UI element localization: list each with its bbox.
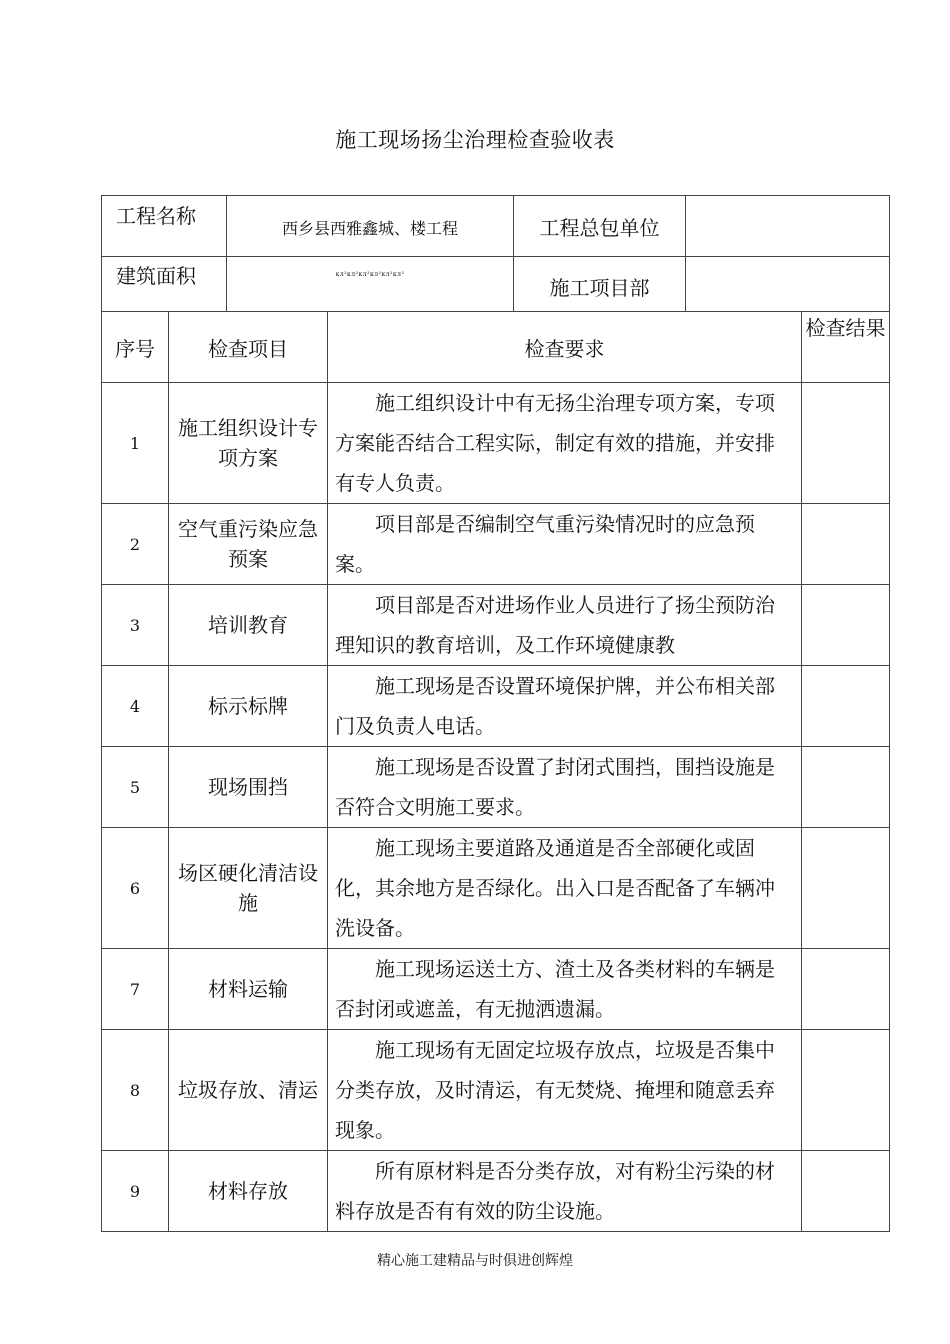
row-item: 培训教育 [169,585,328,666]
header-row-area [102,257,890,312]
table-row [102,383,890,504]
row-requirement: 施工现场主要道路及通道是否全部硬化或固化，其余地方是否绿化。出入口是否配备了车辆冲洗设备。 [328,828,802,949]
row-number: 1 [102,383,169,504]
header-row-project [102,196,890,257]
row-item: 空气重污染应急预案 [169,504,328,585]
table-row [102,666,890,747]
row-number: 2 [102,504,169,585]
row-item: 垃圾存放、清运 [169,1030,328,1151]
table-row [102,949,890,1030]
table-row [102,828,890,949]
row-result [802,828,890,949]
row-result [802,1030,890,1151]
table-row [102,1151,890,1232]
row-requirement: 施工现场运送土方、渣土及各类材料的车辆是否封闭或遮盖，有无抛洒遗漏。 [328,949,802,1030]
area-label: 建筑面积 [102,257,227,312]
row-result [802,383,890,504]
row-number: 5 [102,747,169,828]
row-requirement: 项目部是否对进场作业人员进行了扬尘预防治理知识的教育培训，及工作环境健康教 [328,585,802,666]
row-item: 现场围挡 [169,747,328,828]
row-result [802,949,890,1030]
area-value: кл²кл²кл²кл²кл²кл² [227,257,514,312]
row-requirement: 项目部是否编制空气重污染情况时的应急预案。 [328,504,802,585]
row-requirement: 施工现场有无固定垃圾存放点，垃圾是否集中分类存放，及时清运，有无焚烧、掩埋和随意丢弃现象。 [328,1030,802,1151]
table-row [102,585,890,666]
column-header-row [102,312,890,383]
row-result [802,504,890,585]
row-requirement: 施工现场是否设置了封闭式围挡，围挡设施是否符合文明施工要求。 [328,747,802,828]
col-requirement: 检查要求 [328,312,802,383]
row-number: 6 [102,828,169,949]
row-number: 8 [102,1030,169,1151]
row-requirement: 施工现场是否设置环境保护牌，并公布相关部门及负责人电话。 [328,666,802,747]
row-requirement: 所有原材料是否分类存放，对有粉尘污染的材料存放是否有有效的防尘设施。 [328,1151,802,1232]
row-number: 3 [102,585,169,666]
contractor-label: 工程总包单位 [514,196,686,257]
table-row [102,747,890,828]
col-seq: 序号 [102,312,169,383]
dept-value [686,257,890,312]
row-result [802,585,890,666]
row-number: 4 [102,666,169,747]
row-requirement: 施工组织设计中有无扬尘治理专项方案，专项方案能否结合工程实际，制定有效的措施，并安排有专人负责。 [328,383,802,504]
col-result: 检查结果 [802,312,890,383]
row-item: 标示标牌 [169,666,328,747]
table-row [102,504,890,585]
row-result [802,1151,890,1232]
project-name-value: 西乡县西雅鑫城、楼工程 [227,196,514,257]
page-title: 施工现场扬尘治理检查验收表 [335,128,615,152]
row-item: 材料存放 [169,1151,328,1232]
col-item: 检查项目 [169,312,328,383]
row-result [802,747,890,828]
contractor-value [686,196,890,257]
row-item: 材料运输 [169,949,328,1030]
inspection-table [101,195,890,1232]
row-number: 9 [102,1151,169,1232]
row-item: 场区硬化清洁设施 [169,828,328,949]
dept-label: 施工项目部 [514,257,686,312]
row-item: 施工组织设计专项方案 [169,383,328,504]
project-name-label: 工程名称 [102,196,227,257]
row-result [802,666,890,747]
row-number: 7 [102,949,169,1030]
table-row [102,1030,890,1151]
footer-slogan: 精心施工建精品与时俱进创辉煌 [377,1253,573,1269]
